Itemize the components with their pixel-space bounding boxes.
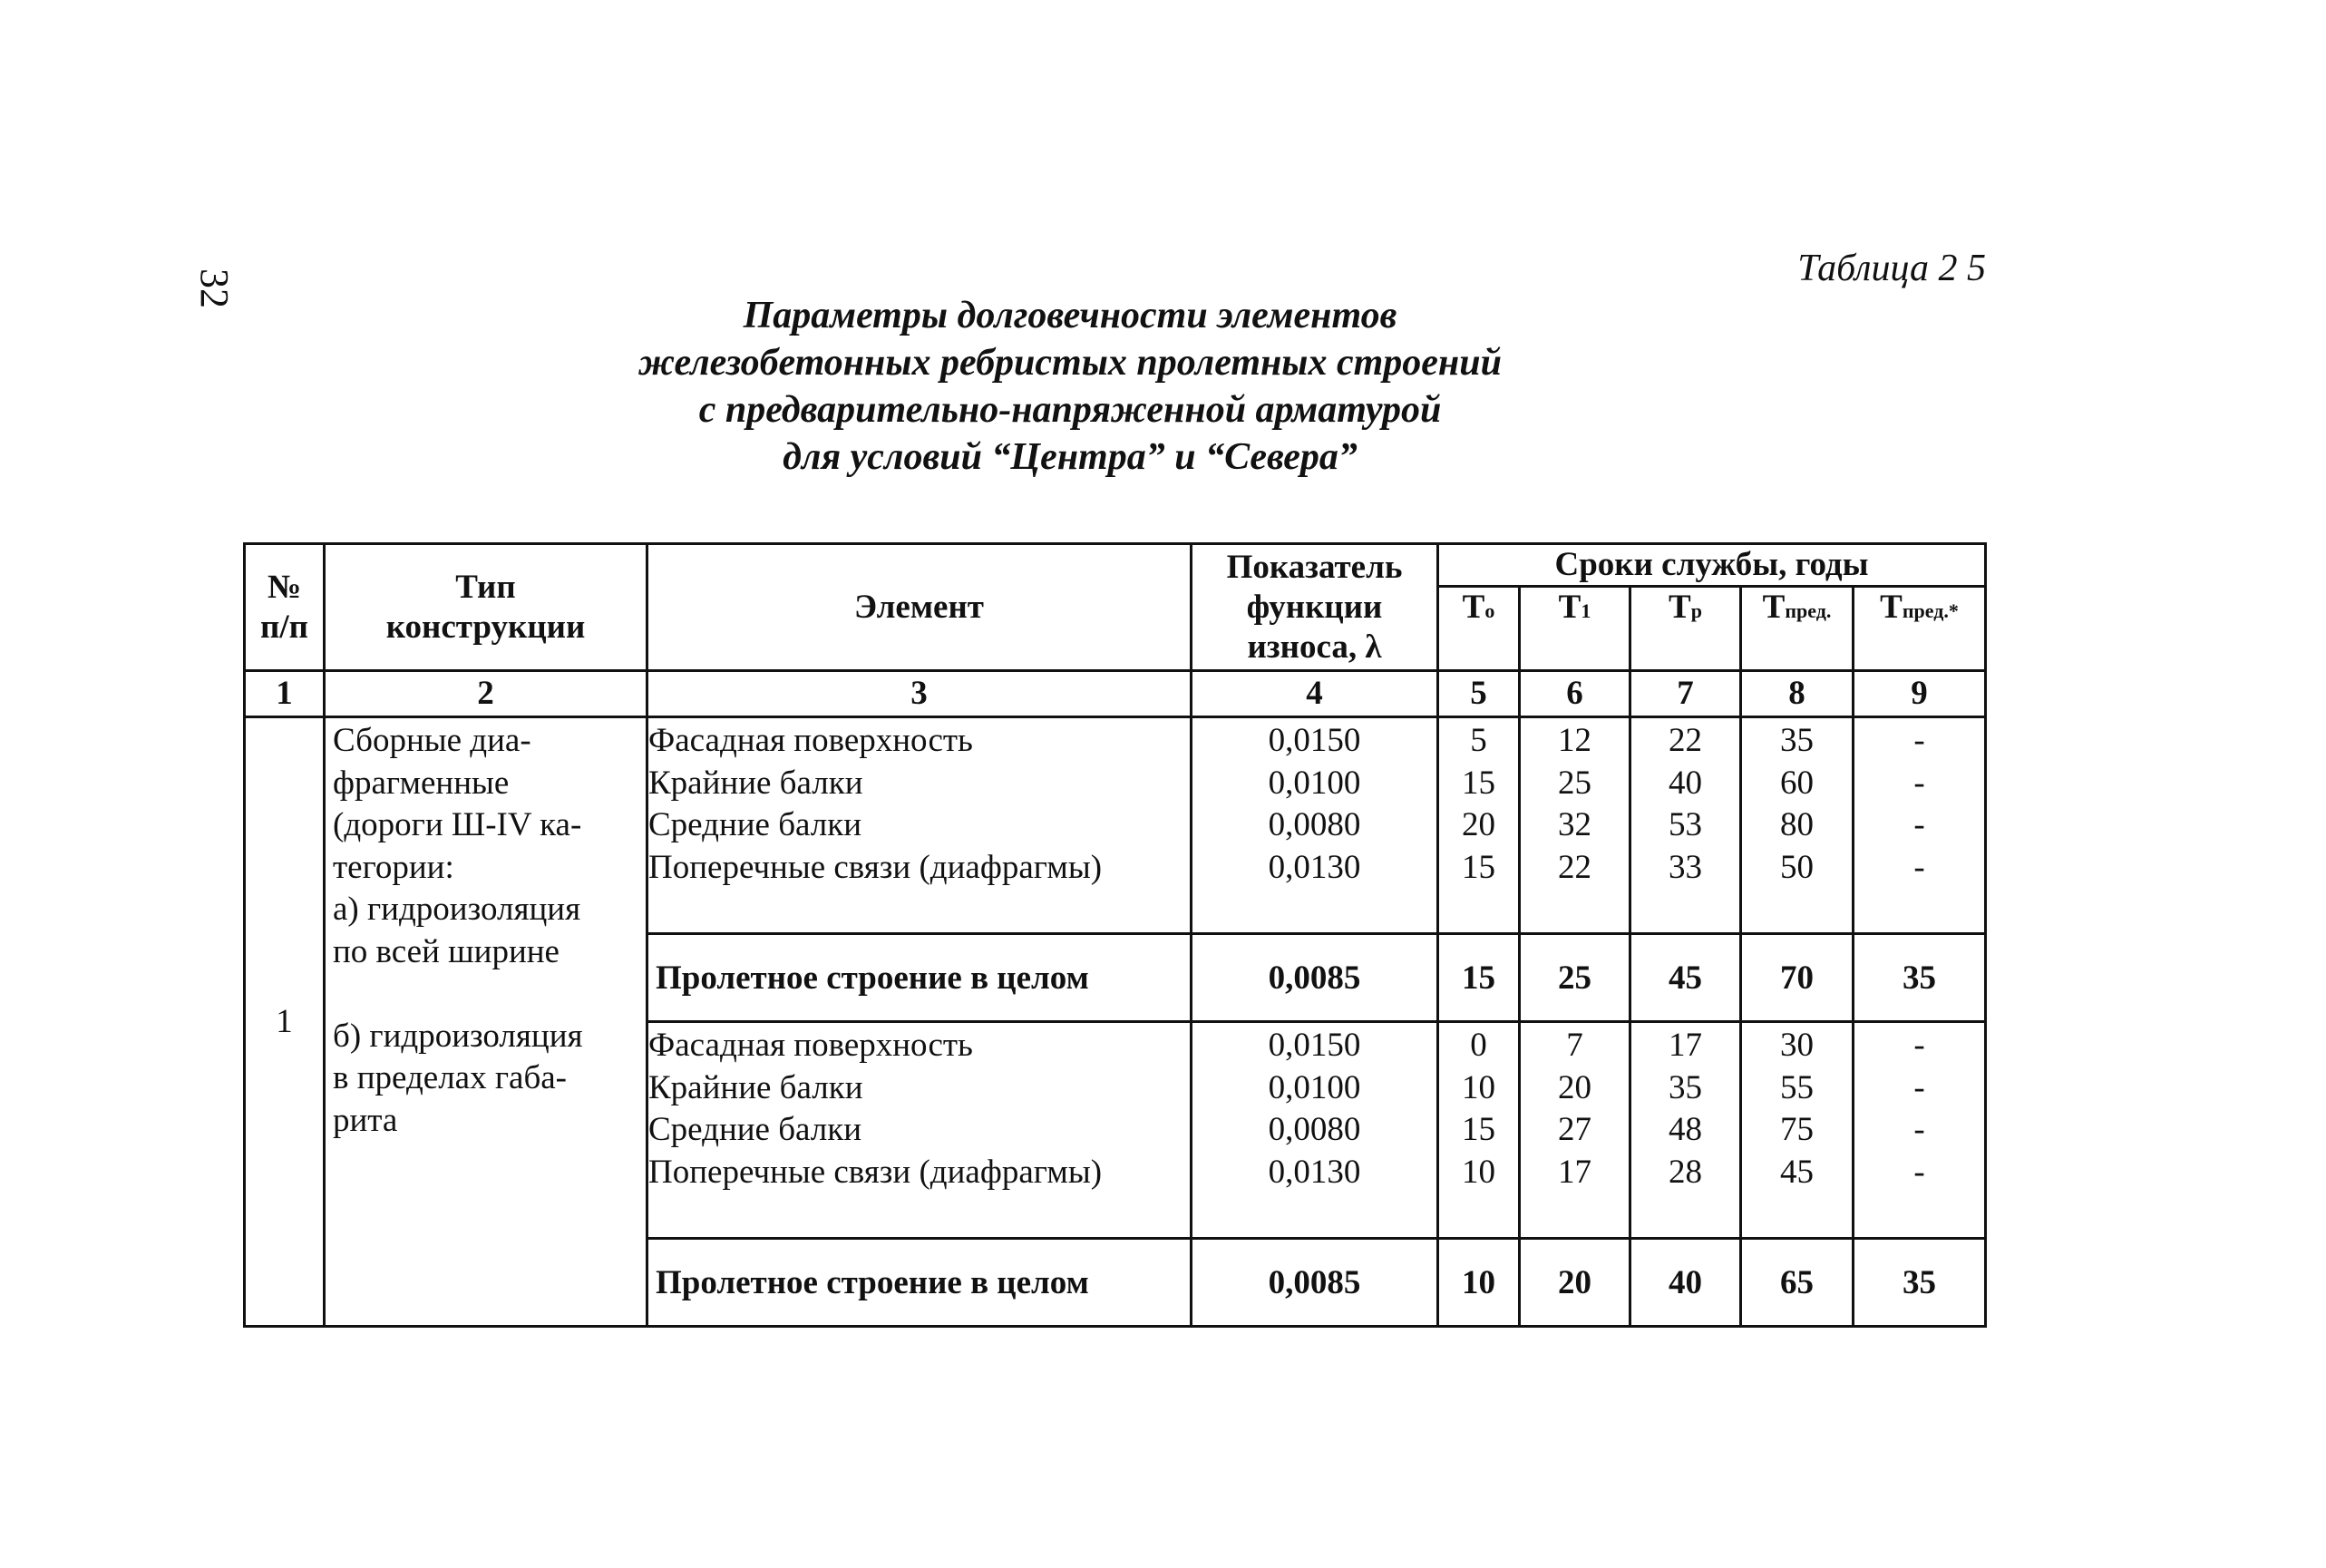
tpred-value: 55 xyxy=(1780,1068,1814,1106)
element-cell xyxy=(647,717,1192,934)
t1-value: 7 xyxy=(1566,1027,1583,1064)
total-tpred: 65 xyxy=(1741,1239,1854,1327)
header-num-line: № xyxy=(267,568,302,606)
header-tpred-star xyxy=(1854,587,1986,671)
t1-value: 17 xyxy=(1558,1153,1591,1191)
total-lambda: 0,0085 xyxy=(1192,934,1438,1022)
t1-cell xyxy=(1520,1022,1630,1239)
t-base: Т xyxy=(1669,589,1691,626)
table-title xyxy=(544,292,1596,481)
tp-cell xyxy=(1630,1022,1741,1239)
t1-value: 25 xyxy=(1558,764,1591,802)
column-number: 2 xyxy=(325,671,647,717)
tpred-star-cell xyxy=(1854,717,1986,934)
tpred-value: 75 xyxy=(1780,1111,1814,1148)
t1-cell xyxy=(1520,717,1630,934)
header-num xyxy=(245,544,325,671)
group-row xyxy=(245,717,1986,934)
type-line: (дороги Ш-IV ка- xyxy=(333,806,582,843)
header-indicator-line: Показатель xyxy=(1226,548,1403,586)
element-name: Крайние балки xyxy=(648,764,863,802)
element-name: Средние балки xyxy=(648,806,862,843)
tpred-value: 50 xyxy=(1780,848,1814,886)
column-number: 1 xyxy=(245,671,325,717)
column-number: 9 xyxy=(1854,671,1986,717)
type-line: фрагменные xyxy=(333,764,510,802)
tpred-star-cell xyxy=(1854,1022,1986,1239)
t0-value: 0 xyxy=(1470,1027,1487,1064)
column-number: 5 xyxy=(1438,671,1520,717)
lambda-value: 0,0130 xyxy=(1268,1153,1361,1191)
type-line: Сборные диа- xyxy=(333,722,531,759)
t-sub: пред. xyxy=(1785,599,1832,622)
total-element: Пролетное строение в целом xyxy=(647,1239,1192,1327)
t-sub: о xyxy=(1484,599,1495,622)
t-base: Т xyxy=(1558,589,1581,626)
tp-cell xyxy=(1630,717,1741,934)
header-t0 xyxy=(1438,587,1520,671)
total-t1: 25 xyxy=(1520,934,1630,1022)
header-t1 xyxy=(1520,587,1630,671)
element-name: Средние балки xyxy=(648,1111,862,1148)
tpred-star-value: - xyxy=(1913,1153,1925,1191)
tp-value: 17 xyxy=(1669,1027,1702,1064)
column-number: 8 xyxy=(1741,671,1854,717)
lambda-value: 0,0150 xyxy=(1268,722,1361,759)
header-num-line: п/п xyxy=(260,608,308,646)
tpred-star-value: - xyxy=(1913,1068,1925,1106)
lambda-cell xyxy=(1192,717,1438,934)
tp-value: 48 xyxy=(1669,1111,1702,1148)
lambda-value: 0,0080 xyxy=(1268,806,1361,843)
tp-value: 53 xyxy=(1669,806,1702,843)
header-tpred xyxy=(1741,587,1854,671)
column-number: 6 xyxy=(1520,671,1630,717)
t-sub: р xyxy=(1690,599,1702,622)
total-t0: 10 xyxy=(1438,1239,1520,1327)
column-number: 3 xyxy=(647,671,1192,717)
total-element: Пролетное строение в целом xyxy=(647,934,1192,1022)
t1-value: 22 xyxy=(1558,848,1591,886)
tpred-star-value: - xyxy=(1913,1027,1925,1064)
tpred-cell xyxy=(1741,1022,1854,1239)
lambda-value: 0,0130 xyxy=(1268,848,1361,886)
title-line: Параметры долговечности элементов xyxy=(743,295,1397,336)
element-cell xyxy=(647,1022,1192,1239)
tpred-star-value: - xyxy=(1913,722,1925,759)
tp-value: 33 xyxy=(1669,848,1702,886)
total-lambda: 0,0085 xyxy=(1192,1239,1438,1327)
header-service-life: Сроки службы, годы xyxy=(1438,544,1986,587)
lambda-cell xyxy=(1192,1022,1438,1239)
element-name: Крайние балки xyxy=(648,1068,863,1106)
lambda-value: 0,0100 xyxy=(1268,764,1361,802)
t0-value: 10 xyxy=(1462,1068,1495,1106)
t1-value: 12 xyxy=(1558,722,1591,759)
total-tp: 40 xyxy=(1630,1239,1741,1327)
header-type xyxy=(325,544,647,671)
tpred-star-value: - xyxy=(1913,764,1925,802)
type-line: а) гидроизоляция xyxy=(333,891,581,928)
title-line: железобетонных ребристых пролетных строений xyxy=(638,342,1502,384)
element-name: Поперечные связи (диафрагмы) xyxy=(648,848,1103,886)
durability-table xyxy=(243,542,1987,1328)
t0-value: 10 xyxy=(1462,1153,1495,1191)
total-tp: 45 xyxy=(1630,934,1741,1022)
tp-value: 40 xyxy=(1669,764,1702,802)
t1-value: 27 xyxy=(1558,1111,1591,1148)
tpred-value: 35 xyxy=(1780,722,1814,759)
tpred-star-value: - xyxy=(1913,848,1925,886)
element-name: Фасадная поверхность xyxy=(648,1027,973,1064)
title-line: для условий “Центра” и “Севера” xyxy=(783,436,1358,478)
tp-value: 22 xyxy=(1669,722,1702,759)
t0-value: 15 xyxy=(1462,764,1495,802)
type-line: тегории: xyxy=(333,848,454,886)
lambda-value: 0,0100 xyxy=(1268,1068,1361,1106)
type-line: по всей ширине xyxy=(333,932,560,970)
total-tpred: 70 xyxy=(1741,934,1854,1022)
type-line xyxy=(333,973,646,1016)
column-number: 7 xyxy=(1630,671,1741,717)
column-number: 4 xyxy=(1192,671,1438,717)
type-line: рита xyxy=(333,1101,398,1139)
tpred-value: 80 xyxy=(1780,806,1814,843)
total-t1: 20 xyxy=(1520,1239,1630,1327)
t-sub: 1 xyxy=(1581,599,1591,622)
total-tpred-star: 35 xyxy=(1854,1239,1986,1327)
header-type-line: конструкции xyxy=(385,608,586,646)
t1-value: 32 xyxy=(1558,806,1591,843)
tp-value: 35 xyxy=(1669,1068,1702,1106)
table-label: Таблица 2 5 xyxy=(1797,248,1986,289)
total-t0: 15 xyxy=(1438,934,1520,1022)
t0-value: 15 xyxy=(1462,848,1495,886)
header-tp xyxy=(1630,587,1741,671)
header-indicator xyxy=(1192,544,1438,671)
t1-value: 20 xyxy=(1558,1068,1591,1106)
t0-cell xyxy=(1438,1022,1520,1239)
tpred-star-value: - xyxy=(1913,806,1925,843)
t-base: Т xyxy=(1762,589,1786,626)
tp-value: 28 xyxy=(1669,1153,1702,1191)
header-element: Элемент xyxy=(647,544,1192,671)
t0-value: 20 xyxy=(1462,806,1495,843)
row-number: 1 xyxy=(245,717,325,1327)
column-number-row xyxy=(245,671,1986,717)
lambda-value: 0,0080 xyxy=(1268,1111,1361,1148)
page-number: 32 xyxy=(192,268,237,308)
t-base: Т xyxy=(1462,589,1485,626)
element-name: Поперечные связи (диафрагмы) xyxy=(648,1153,1103,1191)
header-indicator-line: износа, λ xyxy=(1247,628,1382,666)
tpred-value: 45 xyxy=(1780,1153,1814,1191)
header-row xyxy=(245,544,1986,587)
tpred-value: 30 xyxy=(1780,1027,1814,1064)
t-sub: пред.* xyxy=(1902,599,1959,622)
t0-value: 15 xyxy=(1462,1111,1495,1148)
type-line: б) гидроизоляция xyxy=(333,1017,583,1055)
tpred-star-value: - xyxy=(1913,1111,1925,1148)
tpred-value: 60 xyxy=(1780,764,1814,802)
total-tpred-star: 35 xyxy=(1854,934,1986,1022)
element-name: Фасадная поверхность xyxy=(648,722,973,759)
header-type-line: Тип xyxy=(455,568,516,606)
type-line: в пределах габа- xyxy=(333,1059,568,1096)
lambda-value: 0,0150 xyxy=(1268,1027,1361,1064)
tpred-cell xyxy=(1741,717,1854,934)
t0-cell xyxy=(1438,717,1520,934)
title-line: с предварительно-напряженной арматурой xyxy=(698,389,1442,431)
construction-type xyxy=(325,717,647,1327)
header-indicator-line: функции xyxy=(1246,588,1383,626)
t0-value: 5 xyxy=(1470,722,1487,759)
t-base: Т xyxy=(1880,589,1903,626)
